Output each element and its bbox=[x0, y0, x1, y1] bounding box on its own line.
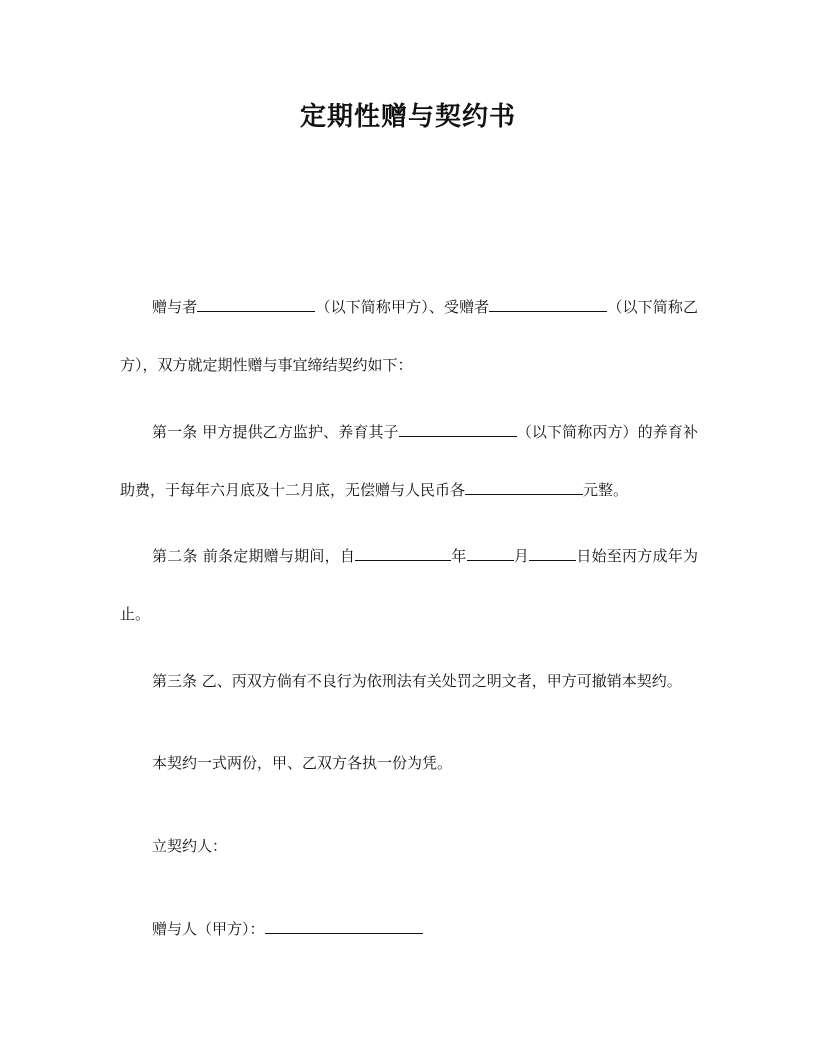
article-2-text-2: 日始至丙方成年为止。 bbox=[120, 547, 698, 623]
month-label: 月 bbox=[513, 547, 530, 565]
intro-paragraph bbox=[120, 278, 698, 394]
start-year-blank[interactable] bbox=[355, 545, 451, 561]
signatories-label: 立契约人： bbox=[152, 837, 228, 855]
article-1-paragraph bbox=[120, 403, 698, 519]
article-1-text-2: （以下简称丙方）的养育补助费，于每年六月底及十二月底，无偿赠与人民币各 bbox=[120, 423, 698, 499]
article-2-label: 第二条 bbox=[152, 547, 198, 565]
article-1-text-3: 元整。 bbox=[583, 481, 629, 499]
donor-signature-blank[interactable] bbox=[265, 918, 423, 934]
article-3-label: 第三条 bbox=[152, 672, 198, 690]
donor-label: 赠与人（甲方）： bbox=[152, 920, 265, 938]
article-2-text-1: 前条定期赠与期间，自 bbox=[202, 547, 356, 565]
intro-text-2: （以下简称甲方）、受赠者 bbox=[315, 298, 490, 316]
donor-name-blank[interactable] bbox=[197, 296, 315, 312]
article-3-paragraph bbox=[120, 652, 698, 710]
article-2-paragraph bbox=[120, 527, 698, 643]
article-1-text-1: 甲方提供乙方监护、养育其子 bbox=[202, 423, 399, 441]
child-name-blank[interactable] bbox=[399, 421, 517, 437]
intro-text-1: 赠与者 bbox=[152, 298, 198, 316]
intro-text-3: （以下简称乙方），双方就定期性赠与事宜缔结契约如下： bbox=[120, 298, 698, 374]
amount-blank[interactable] bbox=[465, 479, 583, 495]
article-1-label: 第一条 bbox=[152, 423, 198, 441]
start-month-blank[interactable] bbox=[467, 545, 514, 561]
year-label: 年 bbox=[451, 547, 467, 565]
start-day-blank[interactable] bbox=[529, 545, 576, 561]
donor-signature-line bbox=[120, 900, 698, 958]
document-title: 定期性赠与契约书 bbox=[299, 102, 516, 132]
article-3-text: 乙、丙双方倘有不良行为依刑法有关处罚之明文者，甲方可撤销本契约。 bbox=[201, 672, 682, 690]
recipient-name-blank[interactable] bbox=[489, 296, 607, 312]
copies-paragraph: 本契约一式两份，甲、乙双方各执一份为凭。 bbox=[152, 754, 453, 772]
